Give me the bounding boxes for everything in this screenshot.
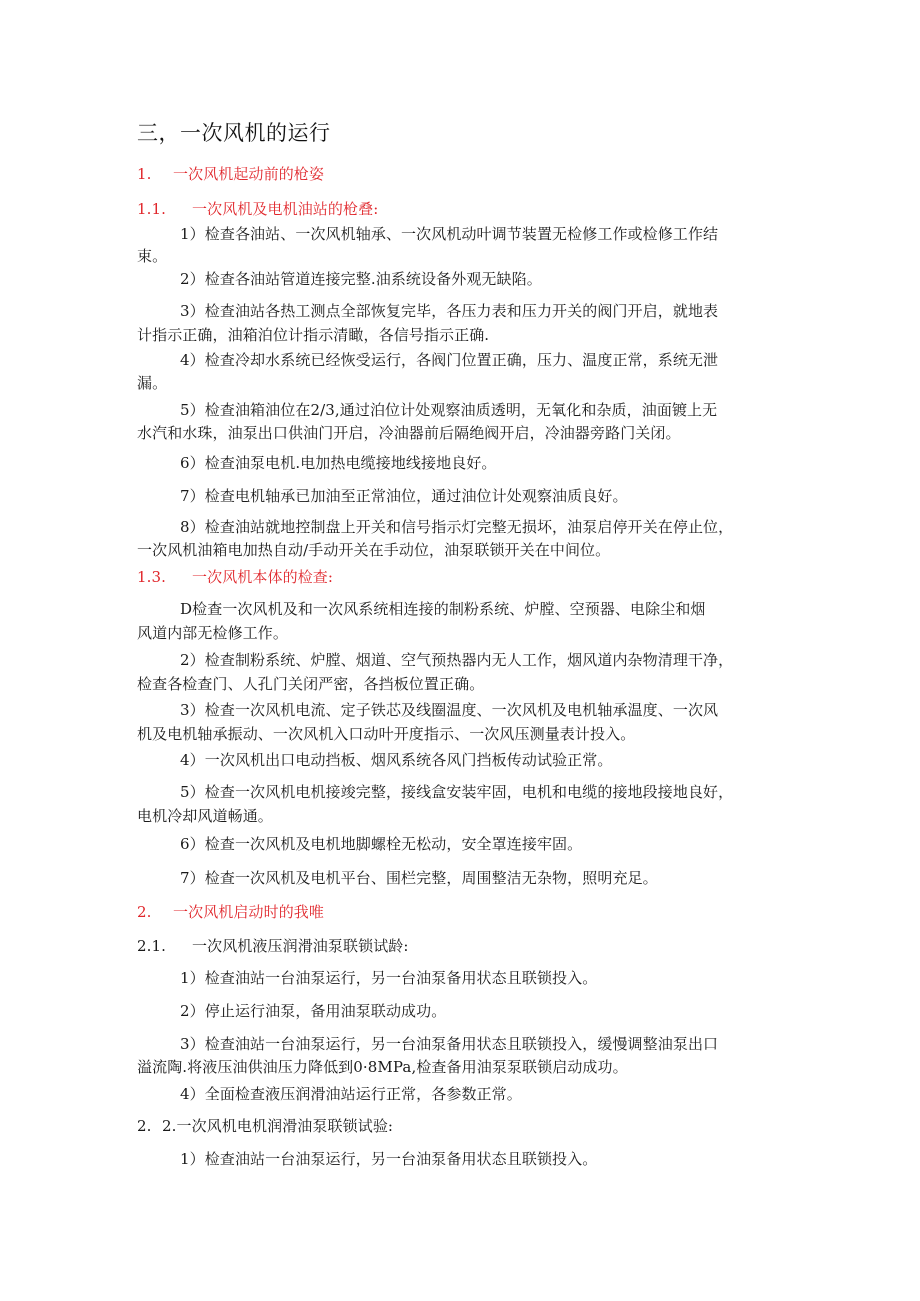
paragraph-line: 8）检查油站就地控制盘上开关和信号指示灯完整无损坏，油泵启停开关在停止位， bbox=[180, 518, 734, 536]
paragraph-line: 漏。 bbox=[137, 374, 168, 392]
paragraph-line: 一次风机油箱电加热自动/手动开关在手动位，油泵联锁开关在中间位。 bbox=[137, 541, 611, 559]
paragraph-line: 电机冷却风道畅通。 bbox=[137, 807, 273, 825]
paragraph-line: 1）检查油站一台油泵运行，另一台油泵备用状态且联锁投入。 bbox=[180, 1150, 598, 1168]
paragraph-line: 7）检查电机轴承已加油至正常油位，通过油位计处观察油质良好。 bbox=[180, 487, 628, 505]
heading-number: 2. bbox=[137, 903, 152, 921]
heading-2-2 bbox=[137, 1115, 393, 1137]
heading-number: 2.1. bbox=[137, 937, 167, 955]
heading-number: 1. bbox=[137, 165, 152, 183]
heading-2 bbox=[137, 901, 324, 923]
paragraph-line: 2）检查制粉系统、炉膛、烟道、空气预热器内无人工作，烟风道内杂物清理干净， bbox=[180, 651, 734, 669]
heading-text: 2.一次风机电机润滑油泵联锁试验: bbox=[162, 1117, 394, 1135]
paragraph-line: 4）检查冷却水系统已经恢受运行，各阀门位置正确，压力、温度正常，系统无泄 bbox=[180, 351, 719, 369]
paragraph-line: 2）停止运行油泵，备用油泵联动成功。 bbox=[180, 1002, 447, 1020]
paragraph-line: 2）检查各油站管道连接完整.油系统设备外观无缺陷。 bbox=[180, 270, 542, 288]
heading-text: 一次风机启动时的我唯 bbox=[173, 903, 325, 921]
paragraph-line: 计指示正确，油箱泊位计指示清瞰，各信号指示正确. bbox=[137, 326, 490, 344]
paragraph-line: 4）全面检查液压润滑油站运行正常，各参数正常。 bbox=[180, 1085, 522, 1103]
paragraph-line: 检查各检查门、人孔门关闭严密，各挡板位置正确。 bbox=[137, 675, 485, 693]
paragraph-line: 6）检查一次风机及电机地脚螺栓无松动，安全罩连接牢固。 bbox=[180, 835, 583, 853]
heading-number: 1.1. bbox=[137, 200, 167, 218]
heading-text: 一次风机液压润滑油泵联锁试龄: bbox=[192, 937, 409, 955]
paragraph-line: 束。 bbox=[137, 247, 168, 265]
paragraph-line: 7）检查一次风机及电机平台、围栏完整，周围整洁无杂物，照明充足。 bbox=[180, 869, 658, 887]
paragraph-line: 风道内部无检修工作。 bbox=[137, 624, 289, 642]
heading-1-3 bbox=[137, 566, 333, 588]
paragraph-line: 溢流陶.将液压油供油压力降低到0·8MPa,检查备用油泵泵联锁启动成功。 bbox=[137, 1058, 628, 1076]
heading-text: 一次风机及电机油站的枪叠: bbox=[192, 200, 379, 218]
paragraph-line: 5）检查一次风机电机接竣完整，接线盒安装牢固，电机和电缆的接地段接地良好， bbox=[180, 783, 734, 801]
heading-number: 1.3. bbox=[137, 568, 167, 586]
heading-1 bbox=[137, 163, 324, 185]
paragraph-line: 6）检查油泵电机.电加热电缆接地线接地良好。 bbox=[180, 454, 497, 472]
paragraph-line: 1）检查各油站、一次风机轴承、一次风机动叶调节装置无检修工作或检修工作结 bbox=[180, 225, 719, 243]
heading-number: 2. bbox=[137, 1117, 152, 1135]
paragraph-line: 3）检查油站一台油泵运行，另一台油泵备用状态且联锁投入，缓慢调整油泵出口 bbox=[180, 1035, 719, 1053]
paragraph-line: 3）检查一次风机电流、定子铁芯及线圈温度、一次风机及电机轴承温度、一次风 bbox=[180, 701, 719, 719]
heading-2-1 bbox=[137, 935, 409, 957]
paragraph-line: 5）检查油箱油位在2/3,通过泊位计处观察油质透明，无氧化和杂质，油面镀上无 bbox=[180, 401, 718, 419]
heading-text: 一次风机起动前的枪姿 bbox=[173, 165, 325, 183]
paragraph-line: D检查一次风机及和一次风系统相连接的制粉系统、炉膛、空预器、电除尘和烟 bbox=[180, 600, 706, 618]
heading-text: 一次风机本体的检查: bbox=[192, 568, 334, 586]
paragraph-line: 3）检查油站各热工测点全部恢复完毕，各压力表和压力开关的阀门开启，就地表 bbox=[180, 302, 719, 320]
paragraph-line: 4）一次风机出口电动挡板、烟风系统各风门挡板传动试验正常。 bbox=[180, 751, 613, 769]
paragraph-line: 1）检查油站一台油泵运行，另一台油泵备用状态且联锁投入。 bbox=[180, 969, 598, 987]
paragraph-line: 机及电机轴承振动、一次风机入口动叶开度指示、一次风压测量表计投入。 bbox=[137, 725, 636, 743]
heading-1-1 bbox=[137, 198, 378, 220]
section-title: 三，一次风机的运行 bbox=[137, 121, 331, 145]
paragraph-line: 水汽和水珠，油泵出口供油门开启，冷油器前后隔绝阀开启，冷油器旁路门关闭。 bbox=[137, 424, 681, 442]
